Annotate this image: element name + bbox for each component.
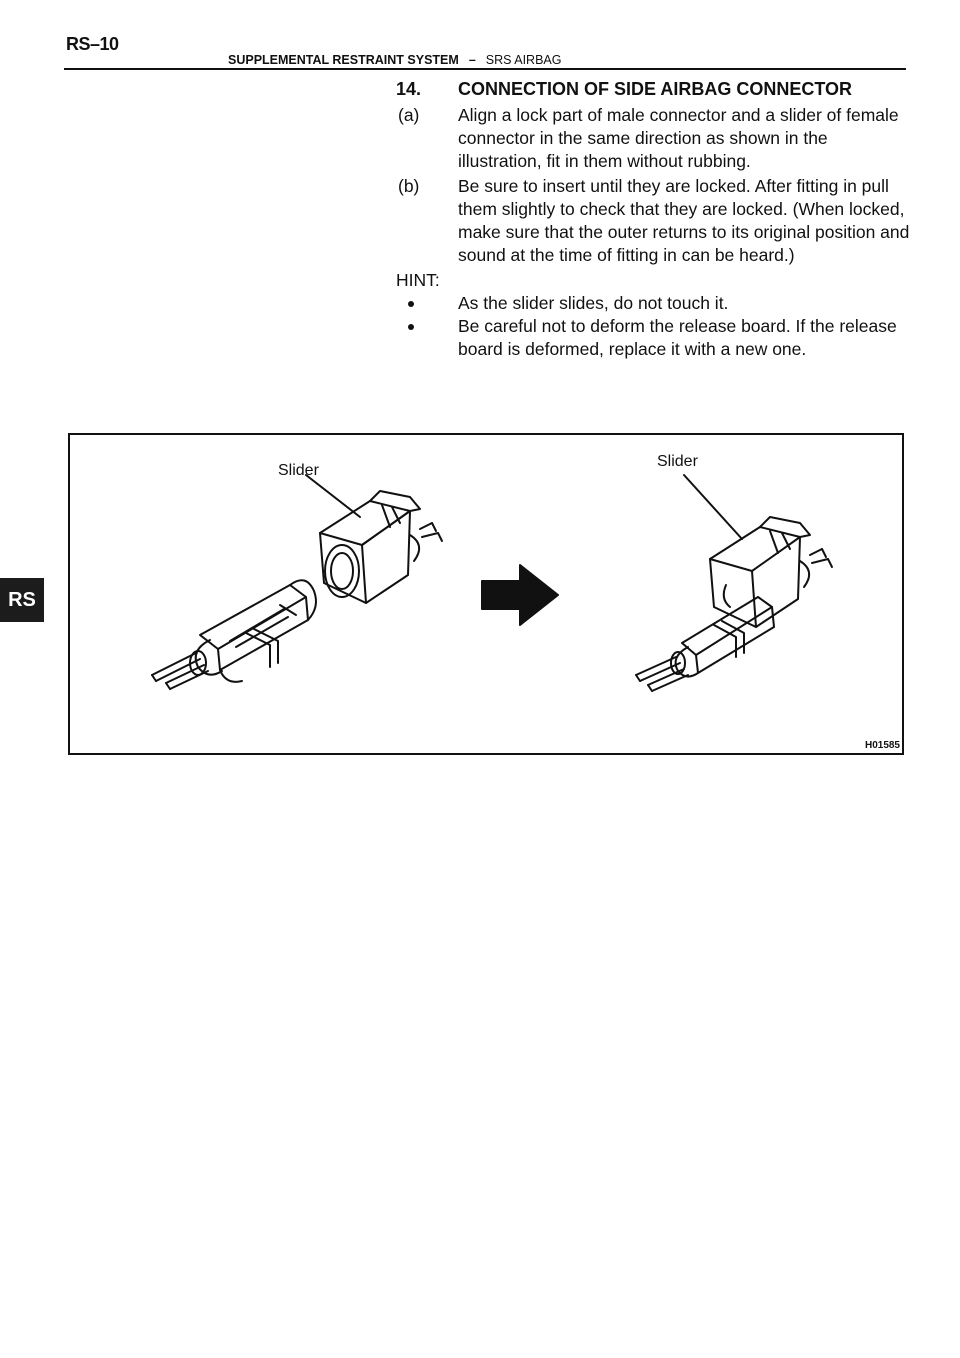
step-mark: (b) (398, 176, 420, 196)
procedure-number: 14. (396, 79, 422, 99)
female-connector-left (320, 491, 442, 603)
subsection-title: SRS AIRBAG (485, 53, 562, 67)
slider-label-left: Slider (278, 462, 319, 479)
procedure-heading (396, 78, 916, 104)
header-separator: – (468, 53, 476, 67)
mated-connector-right (636, 517, 832, 691)
hint-item (396, 315, 916, 361)
step-text: Align a lock part of male connector and a slider of female connector in the same direction as shown in the illustration, fit in them without rubbing. (458, 105, 899, 171)
procedure-body (396, 78, 916, 361)
step-a (396, 104, 916, 173)
bullet-dot (408, 301, 414, 307)
arrow-icon (482, 565, 558, 625)
step-mark: (a) (398, 105, 420, 125)
section-tab: RS (0, 578, 44, 622)
bullet-dot (408, 324, 414, 330)
slider-leader-left (306, 475, 360, 517)
connector-illustration (68, 433, 904, 755)
hint-text: As the slider slides, do not touch it. (458, 293, 729, 313)
hint-label: HINT: (396, 270, 440, 290)
hint-item (396, 292, 916, 315)
page-number: RS–10 (66, 34, 119, 54)
slider-label-right: Slider (657, 453, 698, 470)
section-title: SUPPLEMENTAL RESTRAINT SYSTEM (228, 53, 459, 67)
step-b (396, 175, 916, 267)
header-rule (64, 68, 906, 70)
hint-text: Be careful not to deform the release board. If the release board is deformed, replace it with a new one. (458, 316, 897, 359)
section-header (228, 53, 562, 67)
step-text: Be sure to insert until they are locked. After fitting in pull them slightly to check that they are locked. (When locked, make sure that the outer returns to its original position and sound at the time of fitting in can be heard.) (458, 176, 910, 265)
connector-drawing (70, 435, 902, 753)
male-connector-left (152, 580, 316, 689)
figure-code: H01585 (864, 740, 900, 751)
procedure-title: CONNECTION OF SIDE AIRBAG CONNECTOR (458, 79, 853, 99)
slider-leader-right (684, 475, 742, 539)
